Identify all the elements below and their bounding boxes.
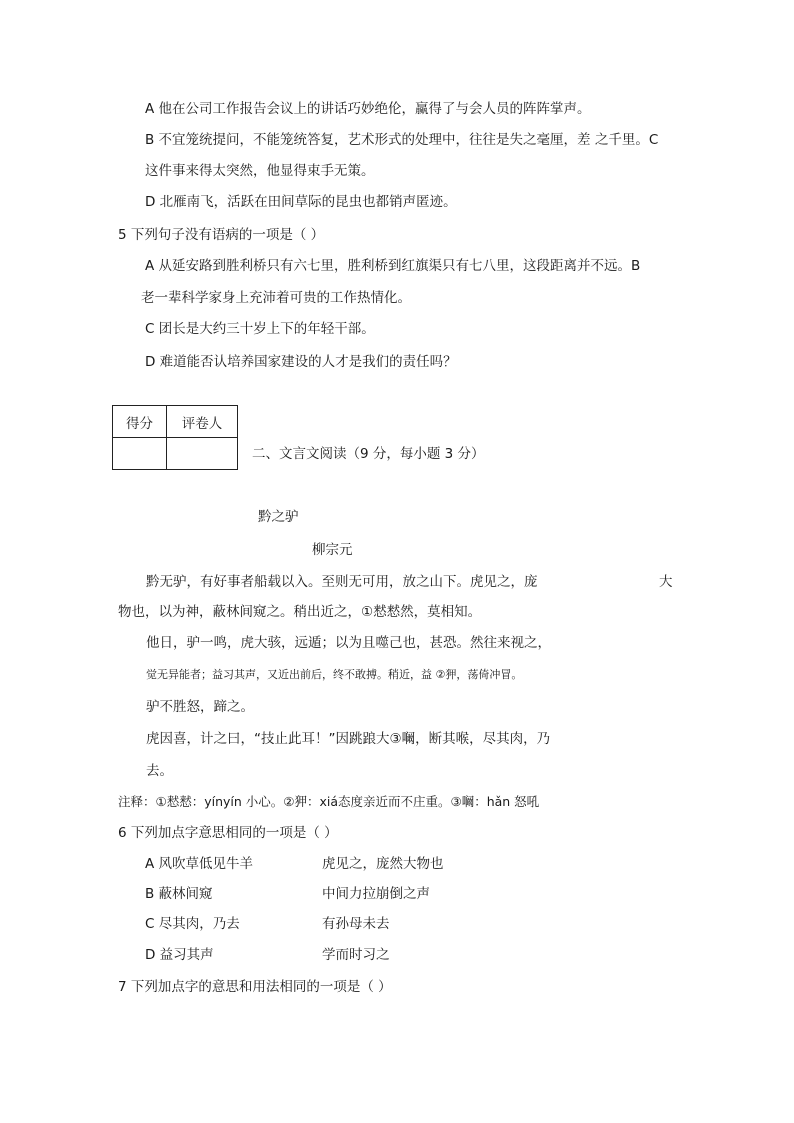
q7-stem: 7 下列加点字的意思和用法相同的一项是（ ） (118, 979, 392, 995)
passage-title: 黔之驴 (258, 509, 299, 525)
score-cell (113, 438, 167, 470)
passage-p3-line2: 去。 (146, 763, 173, 779)
q6-option-b-right: 中间力拉崩倒之声 (322, 886, 430, 902)
q4-option-b-line1: B 不宜笼统提问，不能笼统答复，艺术形式的处理中，往往是失之毫厘，差 之千里。C (145, 132, 659, 148)
q6-stem: 6 下列加点字意思相同的一项是（ ） (118, 825, 338, 841)
passage-p2-line3: 驴不胜怒，蹄之。 (146, 699, 254, 715)
grader-header: 评卷人 (167, 406, 238, 438)
q5-option-d: D 难道能否认培养国家建设的人才是我们的责任吗？ (145, 354, 457, 370)
q6-option-c-left: C 尽其肉，乃去 (145, 916, 240, 932)
q5-option-a: A 从延安路到胜利桥只有六七里，胜利桥到红旗渠只有七八里，这段距离并不远。B (145, 258, 641, 274)
passage-p1-trailing-char: 大 (659, 574, 673, 590)
passage-p2-line1: 他日，驴一鸣，虎大骇，远遁；以为且噬己也，甚恐。然往来视之， (146, 635, 551, 651)
q6-option-a-left: A 风吹草低见牛羊 (145, 856, 254, 872)
grader-cell (167, 438, 238, 470)
q4-option-d: D 北雁南飞，活跃在田间草际的昆虫也都销声匿迹。 (145, 194, 457, 210)
q4-option-a: A 他在公司工作报告会议上的讲话巧妙绝伦，赢得了与会人员的阵阵掌声。 (145, 101, 591, 117)
annotations: 注释：①慭慭：yínyín 小心。②狎：xiá态度亲近而不庄重。③㘎：hǎn 怒吼 (118, 794, 540, 809)
q5-option-c: C 团长是大约三十岁上下的年轻干部。 (145, 321, 375, 337)
score-table (112, 405, 238, 470)
q6-option-d-right: 学而时习之 (322, 947, 390, 963)
q5-option-b: 老一辈科学家身上充沛着可贵的工作热情化。 (141, 290, 411, 306)
passage-p1-line2: 物也，以为神，蔽林间窥之。稍出近之，①慭慭然，莫相知。 (118, 604, 482, 620)
section-title: 二、文言文阅读（9 分，每小题 3 分） (252, 446, 485, 462)
passage-p2-line2: 觉无异能者；益习其声，又近出前后，终不敢搏。稍近，益 ②狎，荡倚冲冒。 (146, 668, 523, 681)
score-header: 得分 (113, 406, 167, 438)
q6-option-c-right: 有孙母未去 (322, 916, 390, 932)
q6-option-a-right: 虎见之，庞然大物也 (322, 856, 444, 872)
q4-option-c: 这件事来得太突然，他显得束手无策。 (145, 163, 375, 179)
q5-stem: 5 下列句子没有语病的一项是（ ） (118, 227, 325, 243)
q6-option-d-left: D 益习其声 (145, 947, 214, 963)
passage-p1-line1: 黔无驴，有好事者船载以入。至则无可用，放之山下。虎见之，庞 (146, 574, 538, 590)
passage-p3-line1: 虎因喜，计之曰，“技止此耳！”因跳踉大③㘎，断其喉，尽其肉，乃 (146, 731, 551, 747)
passage-author: 柳宗元 (312, 542, 353, 558)
q6-option-b-left: B 蔽林间窥 (145, 886, 213, 902)
